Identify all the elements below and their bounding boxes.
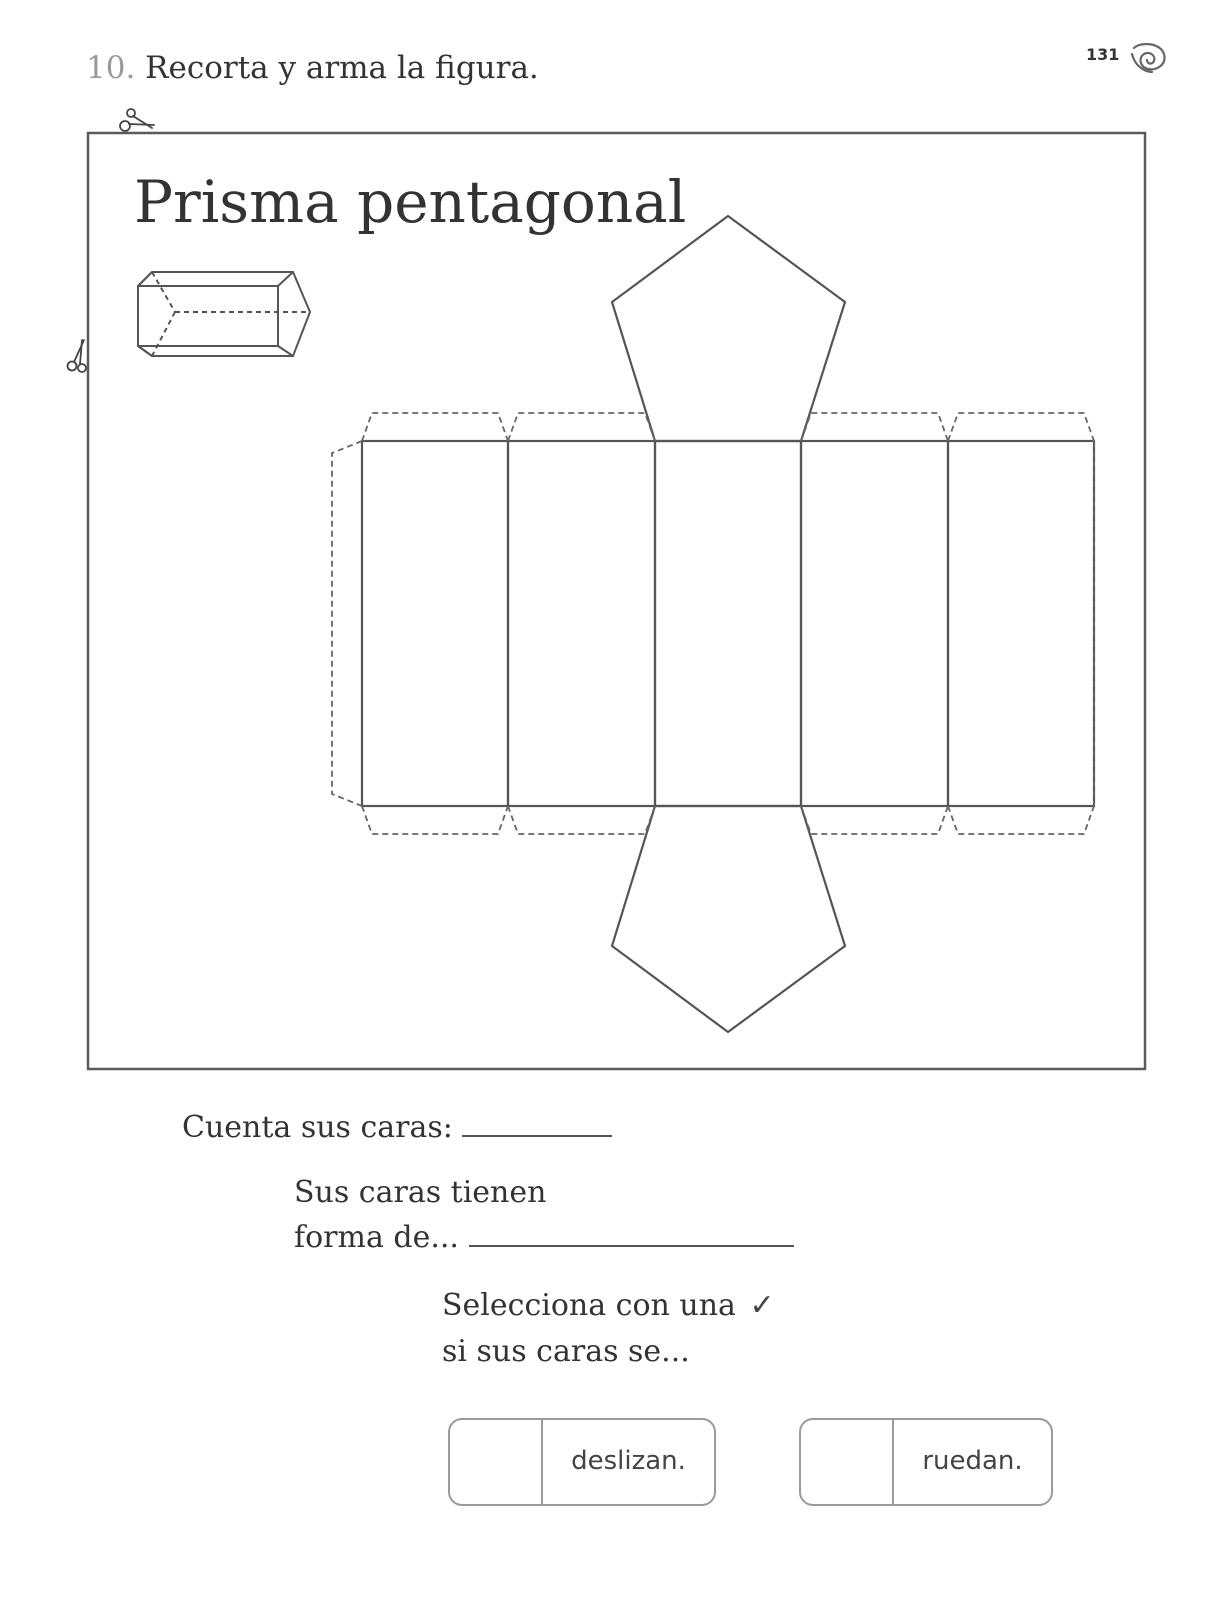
question-select-line1: Selecciona con una <box>442 1288 736 1323</box>
lateral-face <box>801 441 948 806</box>
glue-tab <box>362 806 508 834</box>
option-slide <box>448 1418 716 1506</box>
page-number: 131 <box>1086 45 1120 64</box>
glue-tab <box>508 413 655 441</box>
lateral-face <box>948 441 1094 806</box>
question-faces-shape <box>294 1220 794 1255</box>
glue-tab <box>362 413 508 441</box>
glue-tab <box>801 413 948 441</box>
question-count-faces-text: Cuenta sus caras: <box>182 1110 453 1145</box>
top-pentagon-face <box>612 216 845 441</box>
glue-tab <box>332 441 362 806</box>
glue-tab <box>948 413 1094 441</box>
question-select-line2: si sus caras se... <box>442 1334 690 1369</box>
option-slide-checkbox[interactable] <box>450 1420 543 1504</box>
lateral-face <box>362 441 508 806</box>
question-faces-shape-line2: forma de... <box>294 1220 459 1255</box>
instruction-text: Recorta y arma la figura. <box>145 50 539 86</box>
option-slide-label: deslizan. <box>571 1446 686 1476</box>
glue-tab <box>508 806 655 834</box>
question-select <box>442 1288 775 1323</box>
question-faces-shape-line1: Sus caras tienen <box>294 1175 547 1210</box>
option-roll-label: ruedan. <box>922 1446 1023 1476</box>
checkmark-icon: ✓ <box>749 1288 775 1323</box>
net-title: Prisma pentagonal <box>134 168 687 236</box>
option-roll <box>799 1418 1053 1506</box>
prism-3d-illustration <box>138 272 310 356</box>
question-count-faces <box>182 1110 612 1145</box>
answer-blank-shape[interactable] <box>469 1245 794 1247</box>
option-roll-checkbox[interactable] <box>801 1420 894 1504</box>
instruction-number: 10. <box>86 50 136 86</box>
lateral-face <box>655 441 801 806</box>
bottom-pentagon-face <box>612 806 845 1032</box>
glue-tab <box>948 806 1094 834</box>
answer-blank-count[interactable] <box>462 1135 612 1137</box>
glue-tab <box>801 806 948 834</box>
lateral-face <box>508 441 655 806</box>
